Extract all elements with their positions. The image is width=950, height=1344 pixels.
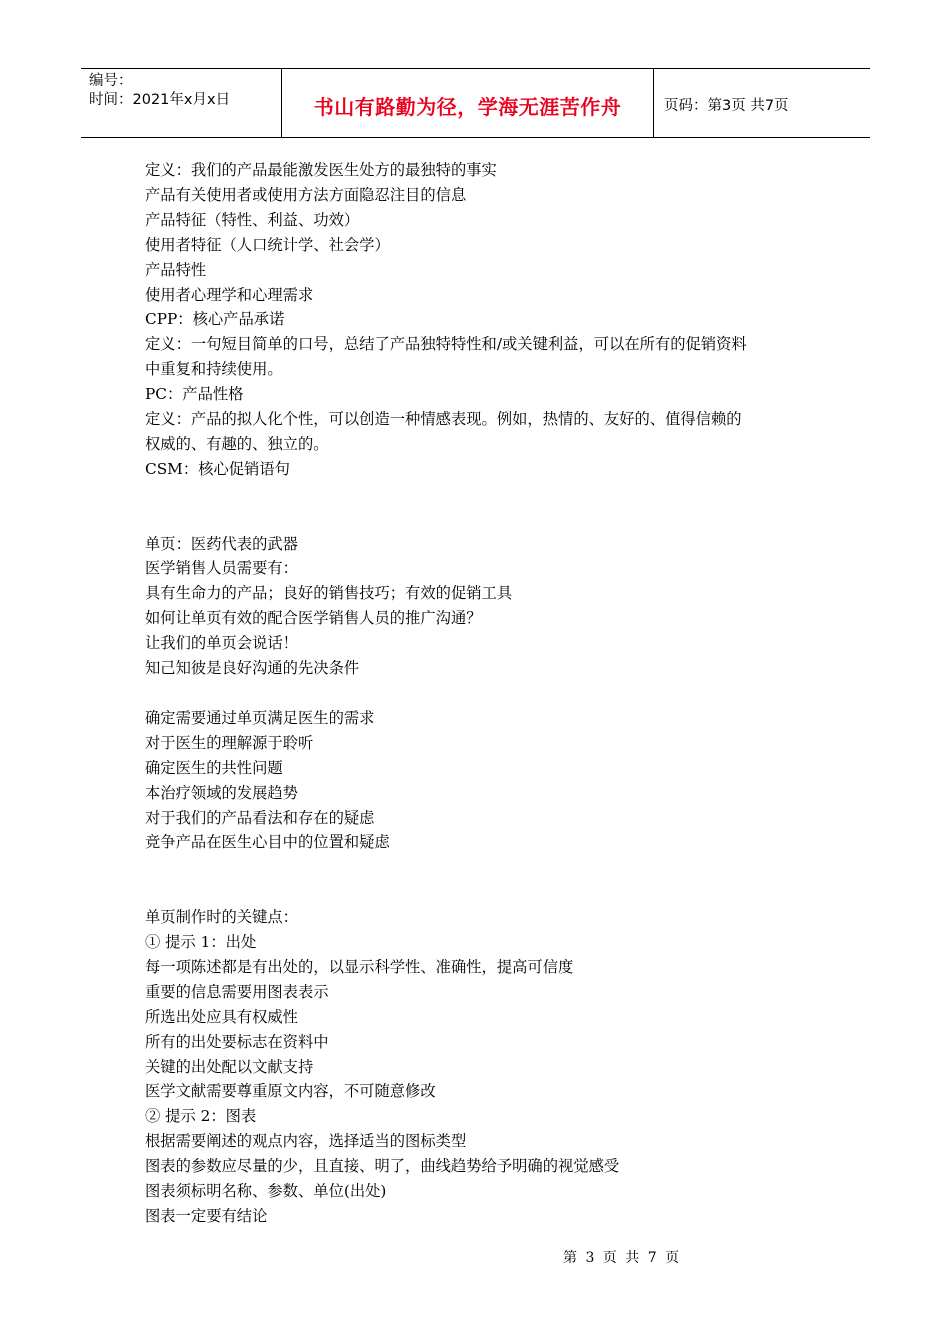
body-line: 产品特性: [145, 260, 207, 279]
blank-line: [145, 507, 825, 532]
body-line: 图表须标明名称、参数、单位(出处): [145, 1182, 387, 1201]
body-line: 使用者特征（人口统计学、社会学）: [145, 235, 390, 254]
blank-line: [145, 880, 825, 905]
body-line: 所选出处应具有权威性: [145, 1007, 298, 1026]
body-line: 产品特征（特性、利益、功效）: [145, 210, 360, 229]
body-line: 医学销售人员需要有：: [145, 559, 298, 578]
body-line: 竞争产品在医生心目中的位置和疑虑: [145, 833, 390, 852]
header-motto: 书山有路勤为径，学海无涯苦作舟: [282, 69, 654, 137]
body-line: 重要的信息需要用图表表示: [145, 982, 329, 1001]
body-line: 确定医生的共性问题: [145, 758, 283, 777]
document-body: [145, 158, 825, 1229]
body-line: 单页制作时的关键点：: [145, 908, 298, 927]
body-line: 定义：我们的产品最能激发医生处方的最独特的事实: [145, 161, 497, 179]
document-number-label: 编号：: [89, 73, 133, 89]
body-line: ② 提示 2：图表: [145, 1107, 257, 1126]
body-line: 使用者心理学和心理需求: [145, 285, 314, 304]
body-line: 具有生命力的产品；良好的销售技巧；有效的促销工具: [145, 584, 513, 603]
body-line: 对于医生的理解源于聆听: [145, 733, 314, 752]
body-line: ① 提示 1：出处: [145, 933, 257, 952]
body-line: 确定需要通过单页满足医生的需求: [145, 708, 375, 727]
body-line: CPP：核心产品承诺: [145, 310, 285, 329]
body-line: 医学文献需要尊重原文内容，不可随意修改: [145, 1082, 436, 1101]
body-line: 单页：医药代表的武器: [145, 534, 298, 553]
body-line: PC：产品性格: [145, 385, 244, 404]
body-line: 定义：产品的拟人化个性，可以创造一种情感表现。例如，热情的、友好的、值得信赖的: [145, 410, 742, 429]
body-line: 根据需要阐述的观点内容，选择适当的图标类型: [145, 1132, 467, 1151]
blank-line: [145, 681, 825, 706]
body-line: 知己知彼是良好沟通的先决条件: [145, 659, 360, 678]
page-footer: 第 3 页 共 7 页: [563, 1250, 682, 1266]
page-header: [81, 68, 870, 138]
body-line: 如何让单页有效的配合医学销售人员的推广沟通？: [145, 609, 482, 628]
body-line: 所有的出处要标志在资料中: [145, 1032, 329, 1051]
body-line: 让我们的单页会说话！: [145, 634, 298, 653]
body-line: 定义：一句短目简单的口号，总结了产品独特特性和/或关键利益，可以在所有的促销资料: [145, 335, 747, 354]
body-line: 对于我们的产品看法和存在的疑虑: [145, 808, 375, 827]
body-line: 图表的参数应尽量的少，且直接、明了，曲线趋势给予明确的视觉感受: [145, 1157, 620, 1176]
body-line: CSM：核心促销语句: [145, 459, 290, 478]
body-line: 关键的出处配以文献支持: [145, 1057, 314, 1076]
body-line: 中重复和持续使用。: [145, 360, 283, 379]
blank-line: [145, 855, 825, 880]
body-line: 产品有关使用者或使用方法方面隐忍注目的信息: [145, 185, 467, 204]
blank-line: [145, 482, 825, 507]
document-date-label: 时间：2021年x月x日: [89, 92, 231, 108]
header-meta-cell: [81, 69, 282, 137]
header-page-info: 页码：第3页 共7页: [664, 97, 789, 114]
body-line: 权威的、有趣的、独立的。: [145, 434, 329, 453]
body-line: 每一项陈述都是有出处的，以显示科学性、准确性，提高可信度: [145, 957, 574, 976]
body-line: 图表一定要有结论: [145, 1206, 268, 1225]
body-line: 本治疗领域的发展趋势: [145, 783, 298, 802]
